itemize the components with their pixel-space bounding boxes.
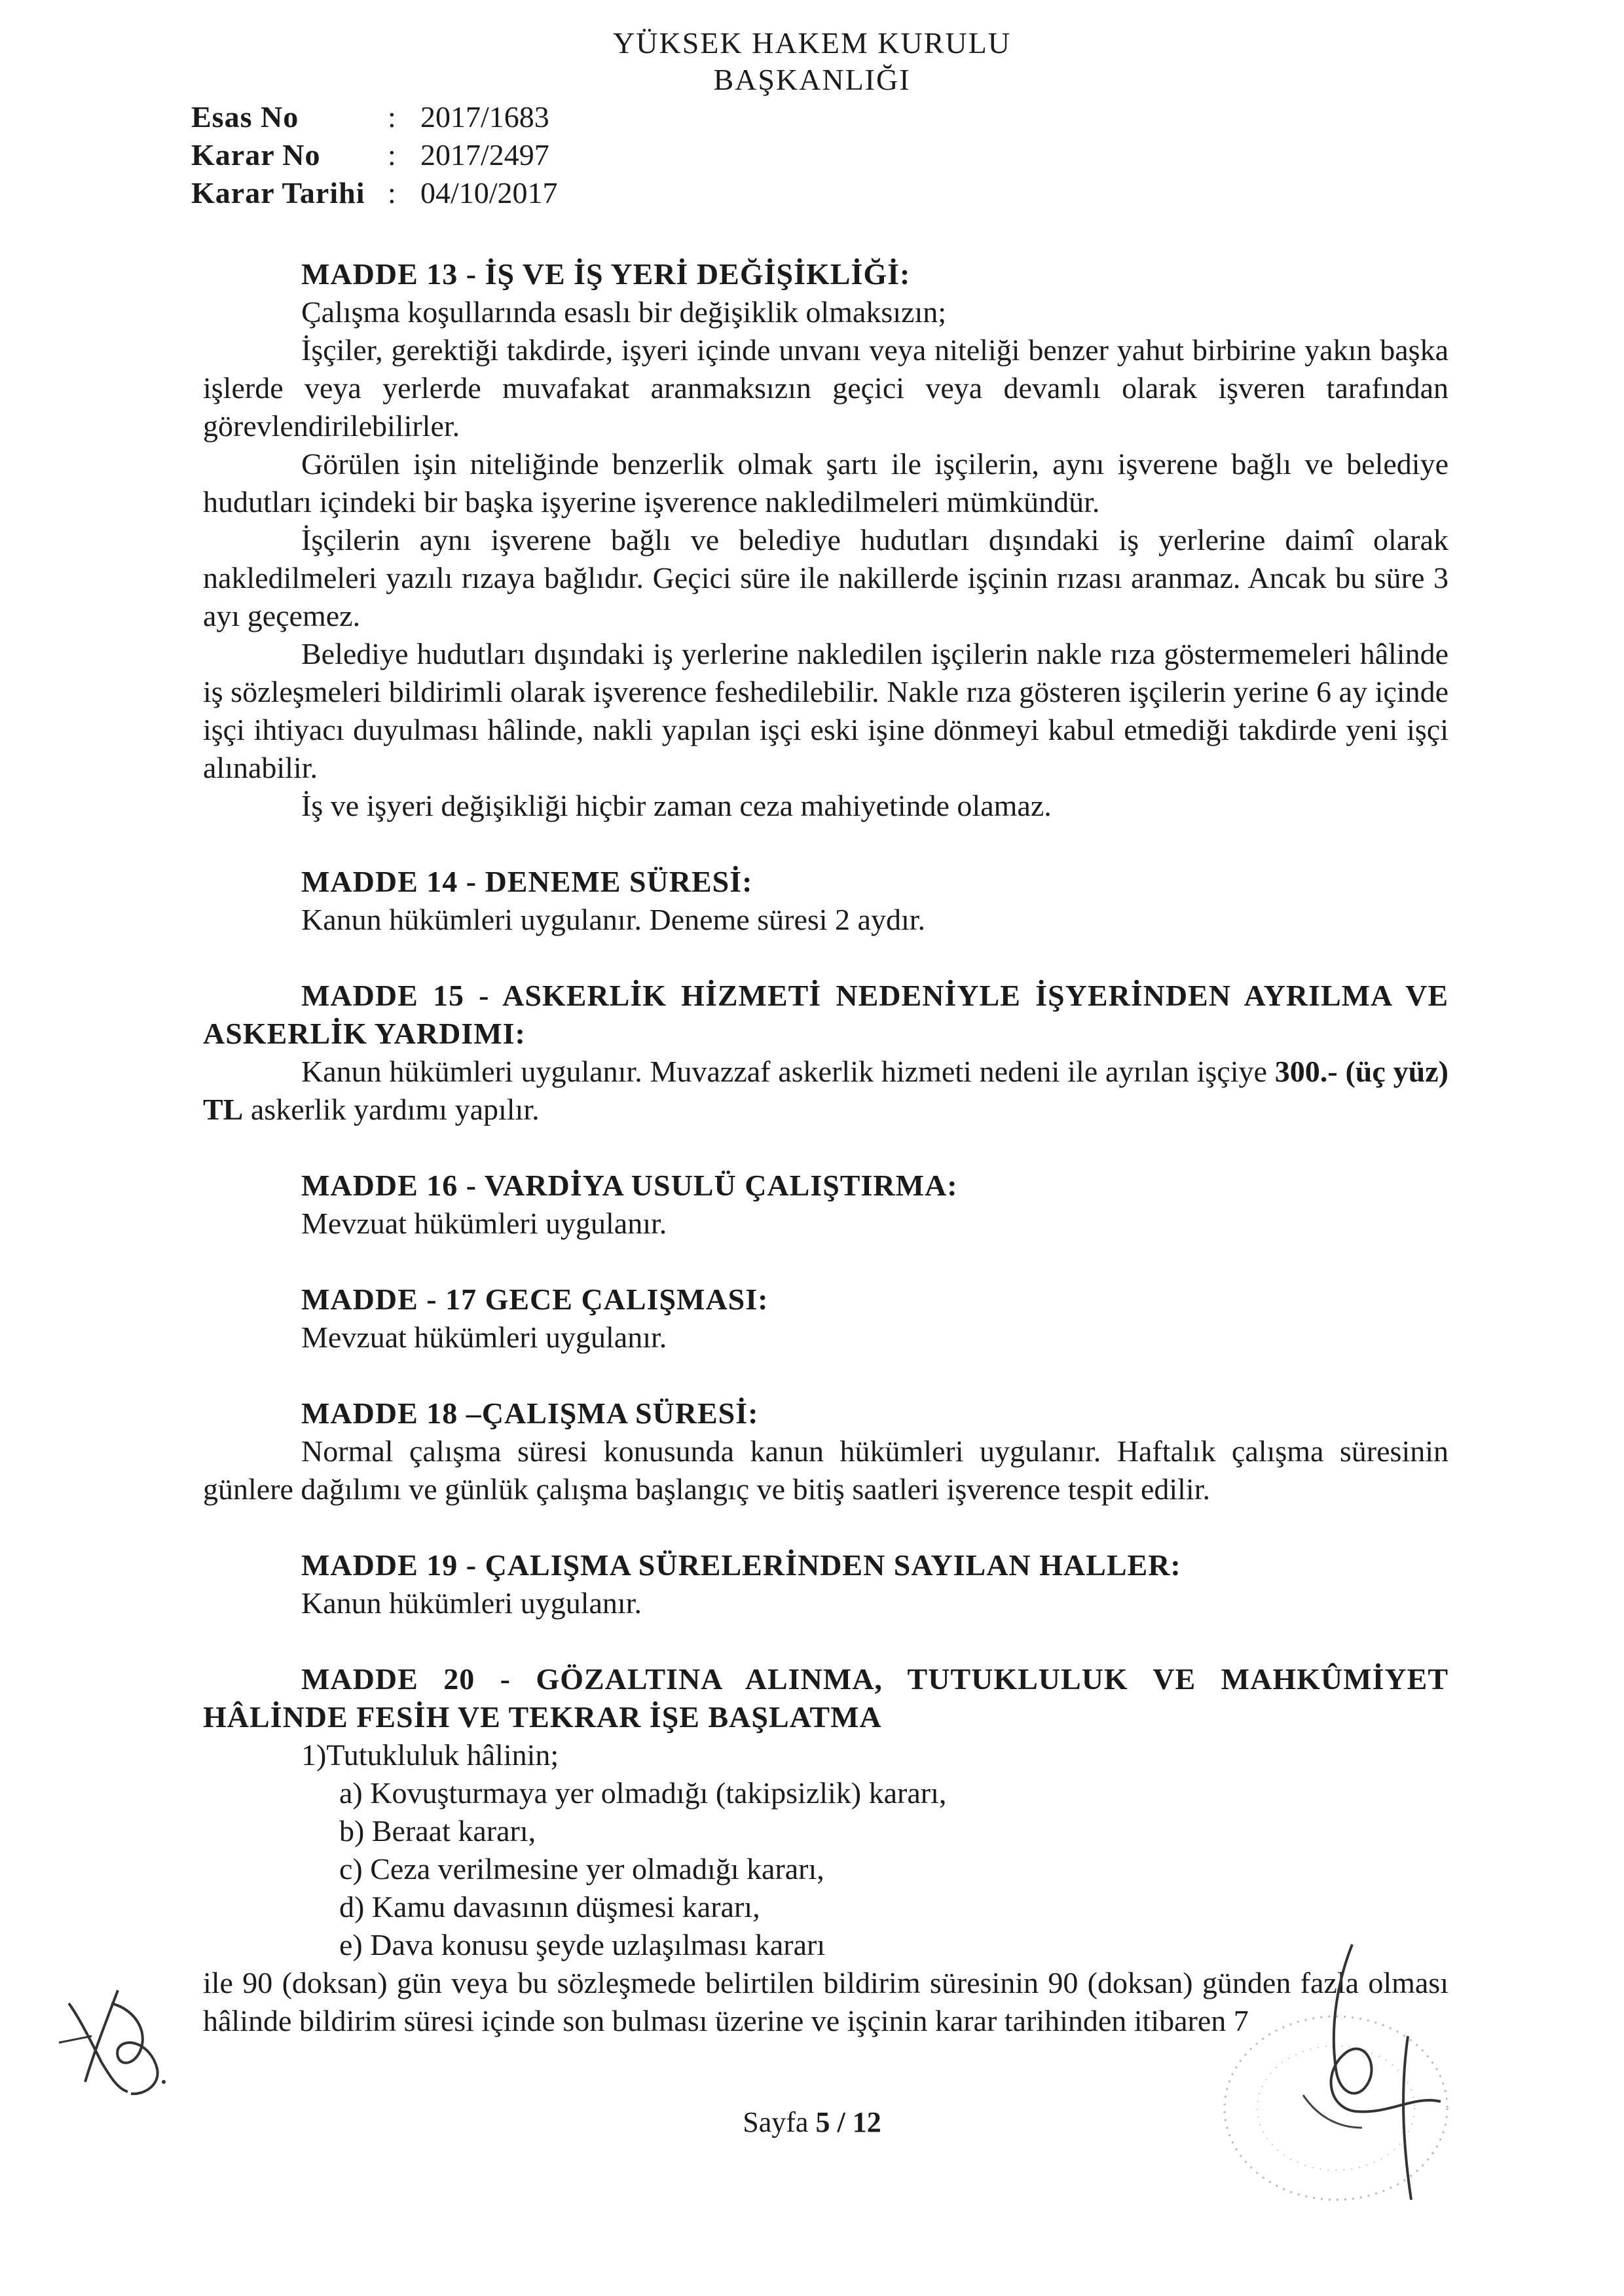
- karar-no-value: 2017/2497: [420, 138, 549, 172]
- article-13-paragraph: İşçiler, gerektiği takdirde, işyeri içinde unvanı veya niteliği benzer yahut birbirine yakın başka işlerde veya yerlerde muvafakat aranmaksızın geçici veya devamlı olarak işveren tarafından görevlendirilebilirler.: [203, 333, 1449, 443]
- page-current: 5: [815, 2106, 830, 2138]
- article-13-paragraph: Çalışma koşullarında esaslı bir değişiklik olmaksızın;: [301, 295, 947, 329]
- institution-name: YÜKSEK HAKEM KURULU: [613, 26, 1011, 60]
- spacer: [203, 1508, 1449, 1546]
- esas-no-value: 2017/1683: [420, 100, 549, 134]
- article-16-paragraph: Mevzuat hükümleri uygulanır.: [301, 1207, 667, 1240]
- signature-stamp: [1205, 1938, 1493, 2219]
- article-13-paragraph: İşçilerin aynı işverene bağlı ve belediye hudutları dışındaki iş yerlerine daimî olarak nakledilmeleri yazılı rızaya bağlıdır. Geçici süre ile nakillerde işçinin rızası aranmaz. Ancak bu süre 3 ayı geçemez.: [203, 523, 1449, 632]
- article-13-paragraph: Görülen işin niteliğinde benzerlik olmak şartı ile işçilerin, aynı işverene bağlı ve belediye hudutları içindeki bir başka işyerine işverence nakledilmeleri mümkündür.: [203, 447, 1449, 519]
- karar-no-row: [191, 136, 558, 174]
- article-16-heading: MADDE 16 - VARDİYA USULÜ ÇALIŞTIRMA:: [301, 1169, 958, 1202]
- separator: :: [388, 138, 396, 172]
- case-metadata: [191, 98, 558, 212]
- spacer: [203, 1357, 1449, 1394]
- military-aid-amount: 300.- (üç yüz) TL: [203, 1055, 1449, 1126]
- separator: :: [388, 176, 396, 210]
- article-18-heading: MADDE 18 –ÇALIŞMA SÜRESİ:: [301, 1396, 759, 1430]
- article-15-text: askerlik yardımı yapılır.: [243, 1093, 540, 1126]
- spacer: [203, 1243, 1449, 1281]
- article-18-paragraph: Normal çalışma süresi konusunda kanun hükümleri uygulanır. Haftalık çalışma süresinin günlere dağılımı ve günlük çalışma başlangıç ve bitiş saatleri işverence tespit edilir.: [203, 1434, 1449, 1506]
- karar-tarihi-label: Karar Tarihi: [191, 176, 365, 210]
- spacer: [203, 939, 1449, 977]
- article-17-paragraph: Mevzuat hükümleri uygulanır.: [301, 1321, 667, 1354]
- karar-tarihi-value: 04/10/2017: [420, 176, 558, 210]
- karar-no-label: Karar No: [191, 138, 321, 172]
- list-item: c) Ceza verilmesine yer olmadığı kararı,: [339, 1852, 824, 1886]
- page-separator: /: [837, 2106, 845, 2138]
- list-item: b) Beraat kararı,: [339, 1814, 536, 1848]
- article-13-paragraph: İş ve işyeri değişikliği hiçbir zaman ceza mahiyetinde olamaz.: [301, 789, 1052, 822]
- article-13-paragraph: Belediye hudutları dışındaki iş yerlerine nakledilen işçilerin nakle rıza göstermemeleri hâlinde iş sözleşmeleri bildirimli olarak işverence feshedilebilir. Nakle rıza gösteren işçilerin yerine 6 ay içinde işçi ihtiyacı duyulması hâlinde, nakli yapılan işçi eski işine dönmeyi kabul etmediği takdirde yeni işçi alınabilir.: [203, 637, 1449, 784]
- list-item: e) Dava konusu şeyde uzlaşılması kararı: [339, 1928, 826, 1961]
- separator: :: [388, 100, 396, 134]
- spacer: [203, 1129, 1449, 1167]
- article-20-intro: 1)Tutukluluk hâlinin;: [301, 1738, 559, 1772]
- spacer: [203, 825, 1449, 863]
- list-item: d) Kamu davasının düşmesi kararı,: [339, 1890, 760, 1923]
- page-total: 12: [852, 2106, 881, 2138]
- institution-department: BAŞKANLIĞI: [713, 63, 911, 96]
- page-footer: [0, 2104, 1624, 2141]
- article-15-heading: MADDE 15 - ASKERLİK HİZMETİ NEDENİYLE İŞYERİNDEN AYRILMA VE ASKERLİK YARDIMI:: [203, 979, 1449, 1050]
- article-19-heading: MADDE 19 - ÇALIŞMA SÜRELERİNDEN SAYILAN HALLER:: [301, 1548, 1181, 1582]
- page-label: Sayfa: [743, 2106, 809, 2138]
- article-15-text: Kanun hükümleri uygulanır. Muvazzaf askerlik hizmeti nedeni ile ayrılan işçiye: [301, 1055, 1275, 1088]
- article-20-heading: MADDE 20 - GÖZALTINA ALINMA, TUTUKLULUK VE MAHKÛMİYET HÂLİNDE FESİH VE TEKRAR İŞE BAŞLATMA: [203, 1662, 1449, 1734]
- article-13-heading: MADDE 13 - İŞ VE İŞ YERİ DEĞİŞİKLİĞİ:: [301, 257, 911, 291]
- handwritten-initials: [39, 1964, 170, 2102]
- article-14-paragraph: Kanun hükümleri uygulanır. Deneme süresi 2 aydır.: [301, 903, 926, 936]
- spacer: [203, 1622, 1449, 1660]
- esas-no-label: Esas No: [191, 100, 299, 134]
- article-15-paragraph: [203, 1053, 1449, 1129]
- list-item: a) Kovuşturmaya yer olmadığı (takipsizlik) kararı,: [339, 1776, 947, 1810]
- article-17-heading: MADDE - 17 GECE ÇALIŞMASI:: [301, 1283, 769, 1316]
- article-19-paragraph: Kanun hükümleri uygulanır.: [301, 1586, 642, 1620]
- article-14-heading: MADDE 14 - DENEME SÜRESİ:: [301, 865, 753, 898]
- karar-tarihi-row: [191, 174, 558, 212]
- article-20-paragraph: ile 90 (doksan) gün veya bu sözleşmede belirtilen bildirim süresinin 90 (doksan) günden fazla olması hâlinde bildirim süresi içinde son bulması üzerine ve işçinin karar tarihinden itibaren 7: [203, 1966, 1449, 2037]
- esas-no-row: [191, 98, 558, 136]
- institution-header: [0, 25, 1624, 98]
- document-body: [203, 255, 1449, 2040]
